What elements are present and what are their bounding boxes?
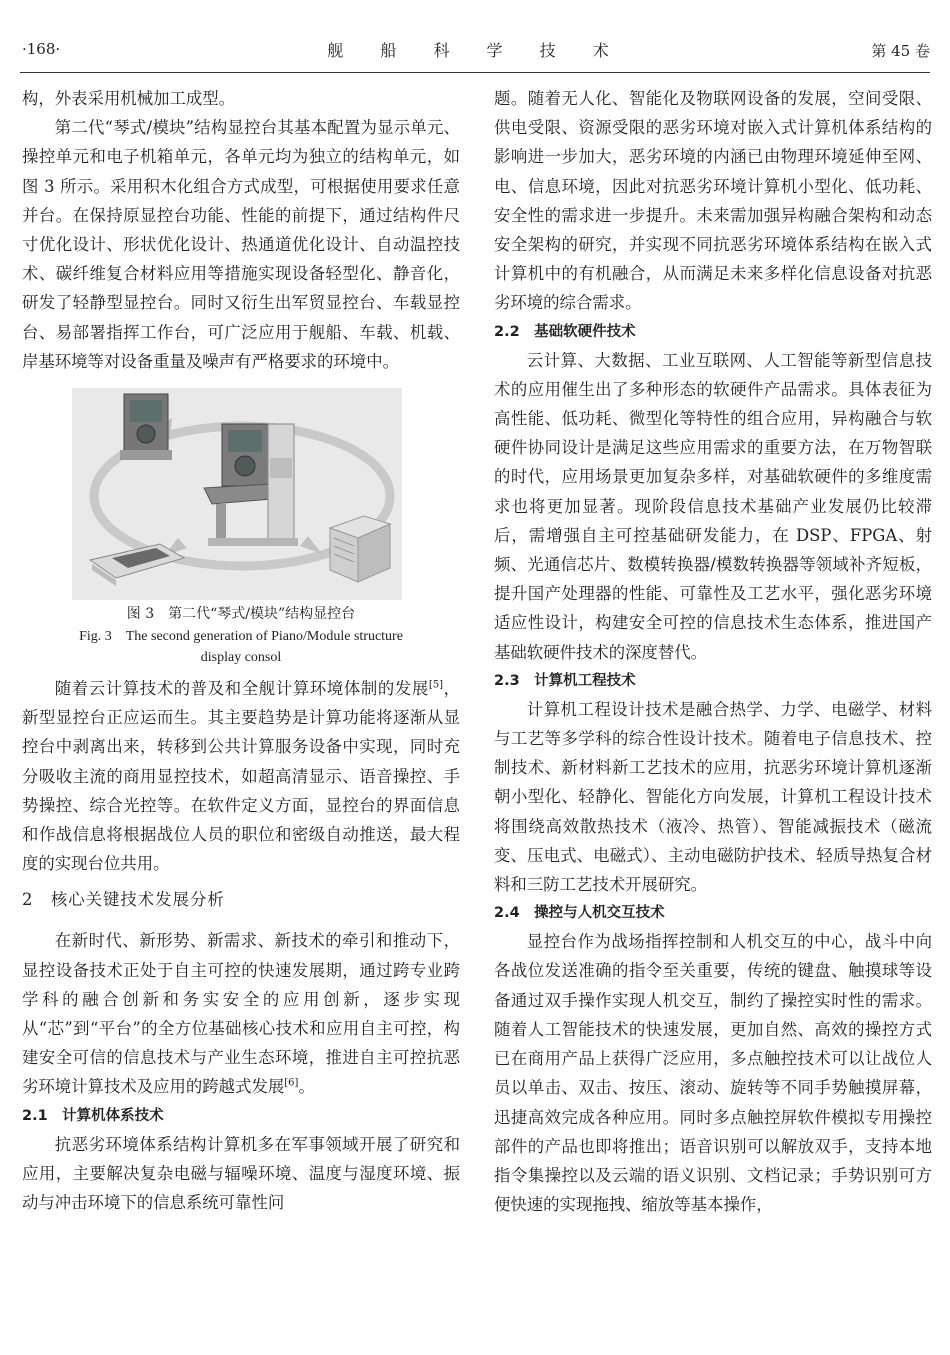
console-unit-icon — [204, 424, 298, 546]
journal-title: 舰 船 科 学 技 术 — [327, 41, 625, 60]
paragraph: 题。随着无人化、智能化及物联网设备的发展，空间受限、供电受限、资源受限的恶劣环境对嵌入式计算机体系结构的影响进一步加大，恶劣环境的内涵已由物理环境延伸至网、电、信息环境，因此对抗恶劣环境计算机小型化、低功耗、安全性的需求进一步提升。未来需加强异构融合架构和动态安全架构的研究，并实现不同抗恶劣环境体系结构在嵌入式计算机中的有机融合，从而满足未来多样化信息设备对抗恶劣环境的综合需求。 — [494, 89, 932, 313]
header-rule — [20, 72, 930, 73]
text: 在新时代、新形势、新需求、新技术的牵引和推动下，显控设备技术正处于自主可控的快速发展期，通过跨专业跨学科的融合创新和务实安全的应用创新，逐步实现从“芯”到“平台”的全方位基础核心技术和应用自主可控，构建安全可信的信息技术与产业生态环境，推进自主可控抗恶劣环境计算技术及应用的跨越式发展 — [22, 931, 460, 1097]
page-number: ·168· — [22, 40, 61, 58]
page-header — [22, 40, 930, 70]
paragraph — [22, 674, 460, 878]
subsection-heading: 2.1 计算机体系技术 — [22, 1107, 164, 1124]
figure-3-console-diagram — [72, 388, 402, 600]
figure-caption-en: Fig. 3 The second generation of Piano/Module structure — [79, 629, 403, 645]
paragraph: 第二代“琴式/模块”结构显控台其基本配置为显示单元、操控单元和电子机箱单元，各单元均为独立的结构单元，如图 3 所示。采用积木化组合方式成型，可根据使用要求任意并台。在保持原显控台功能、性能的前提下，通过结构件尺寸优化设计、形状优化设计、热通道优化设计、自动温控技术、碳纤维复合材料应用等措施实现设备轻型化、静音化，研发了轻静型显控台。同时又衍生出军贸显控台、车载显控台、易部署指挥工作台，可广泛应用于舰船、车载、机载、岸基环境等对设备重量及噪声有严格要求的环境中。 — [22, 118, 460, 371]
subsection-heading: 2.3 计算机工程技术 — [494, 672, 636, 689]
citation: [5] — [428, 679, 443, 691]
text: 随着云计算技术的普及和全舰计算环境体制的发展 — [54, 679, 429, 699]
paragraph: 计算机工程设计技术是融合热学、力学、电磁学、材料与工艺等多学科的综合性设计技术。随着电子信息技术、控制技术、新材料新工艺技术的应用，抗恶劣环境计算机逐渐朝小型化、轻静化、智能化方向发展，计算机工程设计技术将围绕高效散热技术（液冷、热管）、智能减振技术（磁流变、压电式、电磁式）、主动电磁防护技术、轻质导热复合材料和三防工艺技术开展研究。 — [494, 699, 932, 895]
paragraph: 构，外表采用机械加工成型。 — [22, 89, 236, 108]
volume-label: 第 45 卷 — [871, 42, 930, 60]
text: 。 — [298, 1077, 315, 1097]
paragraph: 云计算、大数据、工业互联网、人工智能等新型信息技术的应用催生出了多种形态的软硬件产品需求。具体表征为高性能、低功耗、微型化等特性的组合应用，异构融合与软硬件协同设计是满足这些应用需求的重要方法，在万物智联的时代，应用场景更加复杂多样，对基础软硬件的多维度需求也将更加显著。现阶段信息技术基础产业发展仍比较滞后，需增强自主可控基础研发能力，在 DSP、FPGA、射频、光通信芯片、数模转换器/模数转换器等领域补齐短板，提升国产处理器的性能、可靠性及工艺水平，强化恶劣环境适应性设计，构建安全可控的信息技术生态体系，推进国产基础软硬件技术的深度替代。 — [494, 350, 932, 662]
figure-caption-cn: 图 3 第二代“琴式/模块”结构显控台 — [126, 606, 356, 623]
display-unit-icon — [120, 394, 172, 460]
figure-caption-en: display consol — [200, 650, 282, 666]
paragraph — [22, 926, 460, 1101]
right-column — [494, 84, 932, 1219]
citation: [6] — [284, 1078, 299, 1089]
left-column — [22, 84, 460, 1217]
cabinet-unit-icon — [330, 516, 390, 582]
subsection-heading: 2.2 基础软硬件技术 — [494, 323, 636, 340]
arrow-icon — [300, 536, 322, 554]
control-unit-icon — [90, 544, 184, 586]
section-heading: 2 核心关键技术发展分析 — [22, 890, 225, 910]
paragraph: 显控台作为战场指挥控制和人机交互的中心，战斗中向各战位发送准确的指令至关重要，传统的键盘、触摸球等设备通过双手操作实现人机交互，制约了操控实时性的需求。随着人工智能技术的快速发展，更加自然、高效的操控方式已在商用产品上获得广泛应用，多点触控技术可以让战位人员以单击、双击、按压、滚动、旋转等不同手势触摸屏幕，迅捷高效完成各种应用。同时多点触控屏软件模拟专用操控部件的产品也即将推出；语音识别可以解放双手，支持本地指令集操控以及云端的语义识别、文档记录；手势识别可方便快速的实现拖拽、缩放等基本操作， — [494, 932, 932, 1215]
text: ，新型显控台正应运而生。其主要趋势是计算功能将逐渐从显控台中剥离出来，转移到公共计算服务设备中实现，同时充分吸收主流的商用显控技术，如超高清显示、语音操控、手势操控、综合光控等。在软件定义方面，显控台的界面信息和作战信息将根据战位人员的职位和密级自动推送，最大程度的实现台位共用。 — [22, 679, 461, 874]
paragraph: 抗恶劣环境体系结构计算机多在军事领域开展了研究和应用，主要解决复杂电磁与辐噪环境、温度与湿度环境、振动与冲击环境下的信息系统可靠性问 — [22, 1134, 460, 1213]
subsection-heading: 2.4 操控与人机交互技术 — [494, 905, 665, 922]
